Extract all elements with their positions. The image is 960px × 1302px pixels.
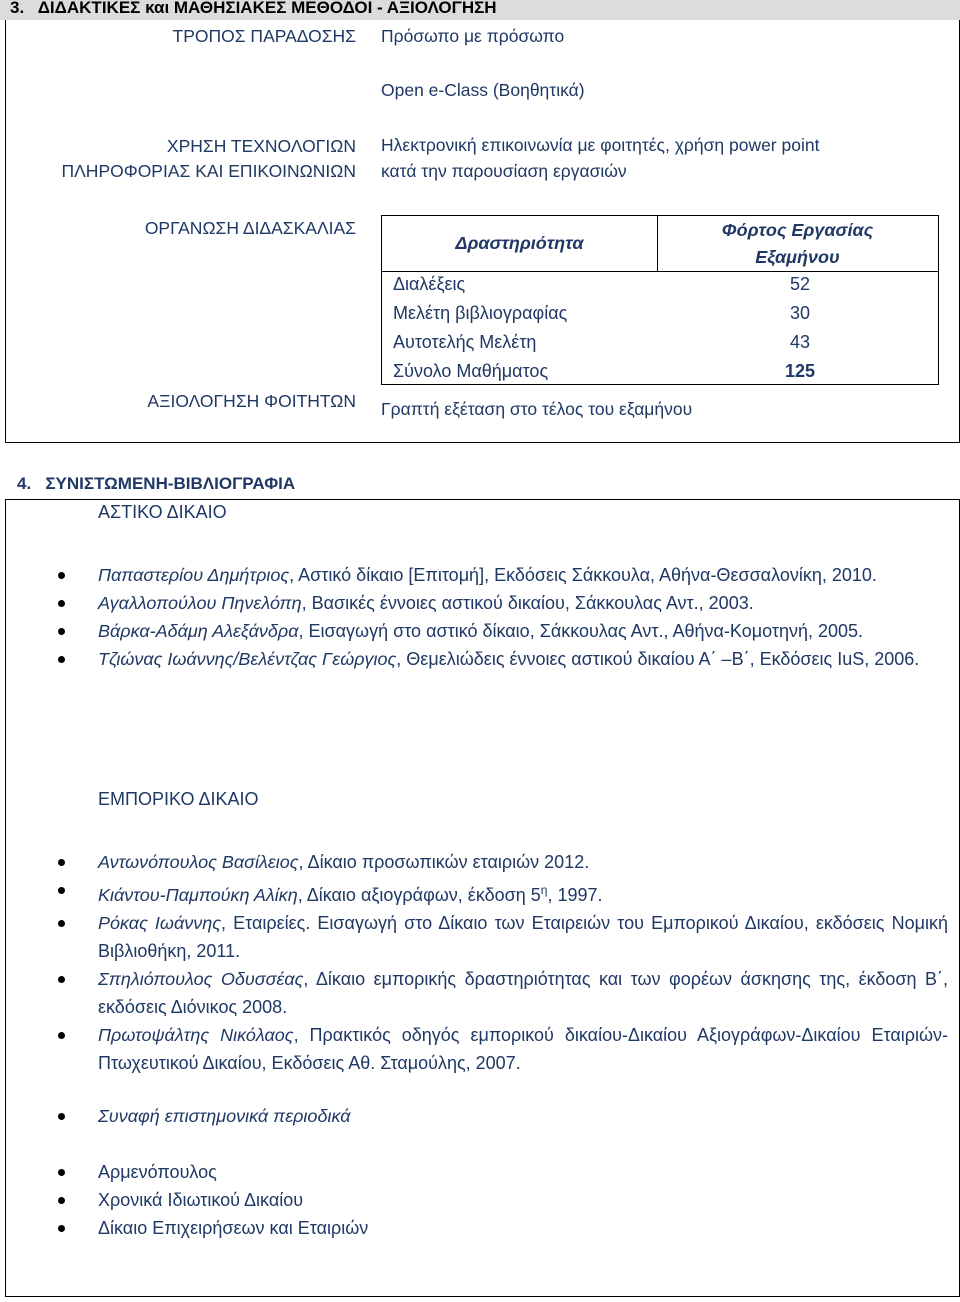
delivery-label: ΤΡΟΠΟΣ ΠΑΡΑΔΟΣΗΣ bbox=[172, 26, 356, 46]
list-item bbox=[0, 645, 960, 673]
bib-details: , Εταιρείες. Εισαγωγή στο Δίκαιο των Εταιρειών του Εμπορικού Δικαίου, εκδόσεις Νομική Βιβλιοθήκη, 2011. bbox=[98, 913, 948, 961]
journals-heading-list bbox=[0, 1102, 960, 1130]
bullet-icon bbox=[58, 976, 65, 983]
bib-author: Πρωτοψάλτης Νικόλαος bbox=[98, 1025, 294, 1045]
eclass-value: Open e-Class (Βοηθητικά) bbox=[381, 80, 585, 100]
journals-heading: Συναφή επιστημονικά περιοδικά bbox=[98, 1106, 351, 1126]
bib-details: , Δίκαιο προσωπικών εταιριών 2012. bbox=[298, 852, 590, 872]
evaluation-value: Γραπτή εξέταση στο τέλος του εξαμήνου bbox=[381, 399, 693, 419]
commercial-law-list bbox=[0, 848, 960, 1077]
table-row-load: 30 bbox=[789, 303, 810, 323]
list-item bbox=[0, 876, 960, 909]
bib-author: Παπαστερίου Δημήτριος bbox=[98, 565, 290, 585]
bib-details: , Δίκαιο εμπορικής δραστηριότητας και των φορέων άσκησης της, έκδοση Β΄, εκδόσεις Διόνικος 2008. bbox=[98, 969, 948, 1017]
workload-table bbox=[381, 215, 939, 385]
edition-superscript: η bbox=[540, 883, 548, 897]
bullet-icon bbox=[58, 1225, 65, 1232]
list-item bbox=[0, 1158, 960, 1186]
bullet-icon bbox=[58, 600, 65, 607]
table-row-load: 52 bbox=[789, 274, 810, 294]
ict-value-line1: Ηλεκτρονική επικοινωνία με φοιτητές, χρήση power point bbox=[381, 135, 820, 155]
table-row-activity: Σύνολο Μαθήματος bbox=[393, 361, 549, 381]
bullet-icon bbox=[58, 1113, 65, 1120]
bullet-icon bbox=[58, 1032, 65, 1039]
bullet-icon bbox=[58, 1169, 65, 1176]
workload-column-header-line2: Εξαμήνου bbox=[755, 247, 840, 267]
org-label: ΟΡΓΑΝΩΣΗ ΔΙΔΑΣΚΑΛΙΑΣ bbox=[144, 218, 356, 238]
list-item bbox=[0, 617, 960, 645]
table-row-activity: Μελέτη βιβλιογραφίας bbox=[393, 303, 568, 323]
ict-value-line2: κατά την παρουσίαση εργασιών bbox=[381, 161, 627, 181]
bib-details-end: , 1997. bbox=[547, 885, 603, 905]
delivery-value: Πρόσωπο με πρόσωπο bbox=[381, 26, 565, 46]
list-item bbox=[0, 561, 960, 589]
list-item bbox=[0, 965, 960, 1021]
ict-label-line1: ΧΡΗΣΗ ΤΕΧΝΟΛΟΓΙΩΝ bbox=[166, 136, 356, 156]
bullet-icon bbox=[58, 920, 65, 927]
bib-details: , Εισαγωγή στο αστικό δίκαιο, Σάκκουλας Αντ., Αθήνα-Κομοτηνή, 2005. bbox=[298, 621, 864, 641]
bib-details: , Δίκαιο αξιογράφων, έκδοση 5 bbox=[297, 885, 541, 905]
commercial-law-heading: ΕΜΠΟΡΙΚΟ ΔΙΚΑΙΟ bbox=[98, 789, 259, 809]
bib-details: , Αστικό δίκαιο [Επιτομή], Εκδόσεις Σάκκουλα, Αθήνα-Θεσσαλονίκη, 2010. bbox=[289, 565, 877, 585]
activity-column-header: Δραστηριότητα bbox=[455, 233, 584, 253]
journals-list bbox=[0, 1158, 960, 1242]
list-item bbox=[0, 1021, 960, 1077]
bullet-icon bbox=[58, 887, 65, 894]
workload-column-header-line1: Φόρτος Εργασίας bbox=[721, 220, 874, 240]
bullet-icon bbox=[58, 1197, 65, 1204]
journal-title: Αρμενόπουλος bbox=[98, 1162, 217, 1182]
bib-author: Αγαλλοπούλου Πηνελόπη bbox=[98, 593, 302, 613]
section-4-title: 4. ΣΥΝΙΣΤΩΜΕΝΗ-ΒΙΒΛΙΟΓΡΑΦΙΑ bbox=[17, 474, 296, 493]
list-item bbox=[0, 1214, 960, 1242]
list-item bbox=[0, 909, 960, 965]
bib-details: , Πρακτικός οδηγός εμπορικού δικαίου-Δικαίου Αξιογράφων-Δικαίου Εταιριών-Πτωχευτικού Δικαίου, Εκδόσεις Αθ. Σταμούλης, 2007. bbox=[98, 1025, 949, 1073]
bib-author: Βάρκα-Αδάμη Αλεξάνδρα bbox=[98, 621, 299, 641]
evaluation-label: ΑΞΙΟΛΟΓΗΣΗ ΦΟΙΤΗΤΩΝ bbox=[147, 391, 356, 411]
bib-author: Ρόκας Ιωάννης bbox=[98, 913, 221, 933]
bib-details: , Θεμελιώδεις έννοιες αστικού δικαίου Α΄ –Β΄, Εκδόσεις IuS, 2006. bbox=[396, 649, 920, 669]
bib-author: Σπηλιόπουλος Οδυσσέας bbox=[98, 969, 304, 989]
table-row-activity: Αυτοτελής Μελέτη bbox=[393, 332, 537, 352]
list-item bbox=[0, 848, 960, 876]
bullet-icon bbox=[58, 656, 65, 663]
bullet-icon bbox=[58, 859, 65, 866]
ict-label-line2: ΠΛΗΡΟΦΟΡΙΑΣ ΚΑΙ ΕΠΙΚΟΙΝΩΝΙΩΝ bbox=[61, 161, 356, 181]
section-3-title: 3. ΔΙΔΑΚΤΙΚΕΣ και ΜΑΘΗΣΙΑΚΕΣ ΜΕΘΟΔΟΙ - ΑΞΙΟΛΟΓΗΣΗ bbox=[10, 0, 497, 17]
list-item bbox=[0, 1186, 960, 1214]
bib-author: Τζιώνας Ιωάννης/Βελέντζας Γεώργιος bbox=[98, 649, 397, 669]
table-divider-horizontal bbox=[382, 271, 938, 272]
table-row-load: 125 bbox=[784, 361, 815, 381]
civil-law-list bbox=[0, 561, 960, 673]
journal-title: Δίκαιο Επιχειρήσεων και Εταιριών bbox=[98, 1218, 369, 1238]
bullet-icon bbox=[58, 628, 65, 635]
list-item bbox=[0, 589, 960, 617]
bib-author: Αντωνόπουλος Βασίλειος bbox=[98, 852, 299, 872]
table-row-load: 43 bbox=[789, 332, 810, 352]
bib-author: Κιάντου-Παμπούκη Αλίκη bbox=[98, 885, 298, 905]
list-item bbox=[0, 1102, 960, 1130]
journal-title: Χρονικά Ιδιωτικού Δικαίου bbox=[98, 1190, 304, 1210]
table-row-activity: Διαλέξεις bbox=[393, 274, 466, 294]
bib-details: , Βασικές έννοιες αστικού δικαίου, Σάκκουλας Αντ., 2003. bbox=[301, 593, 754, 613]
bullet-icon bbox=[58, 572, 65, 579]
civil-law-heading: ΑΣΤΙΚΟ ΔΙΚΑΙΟ bbox=[98, 502, 227, 522]
